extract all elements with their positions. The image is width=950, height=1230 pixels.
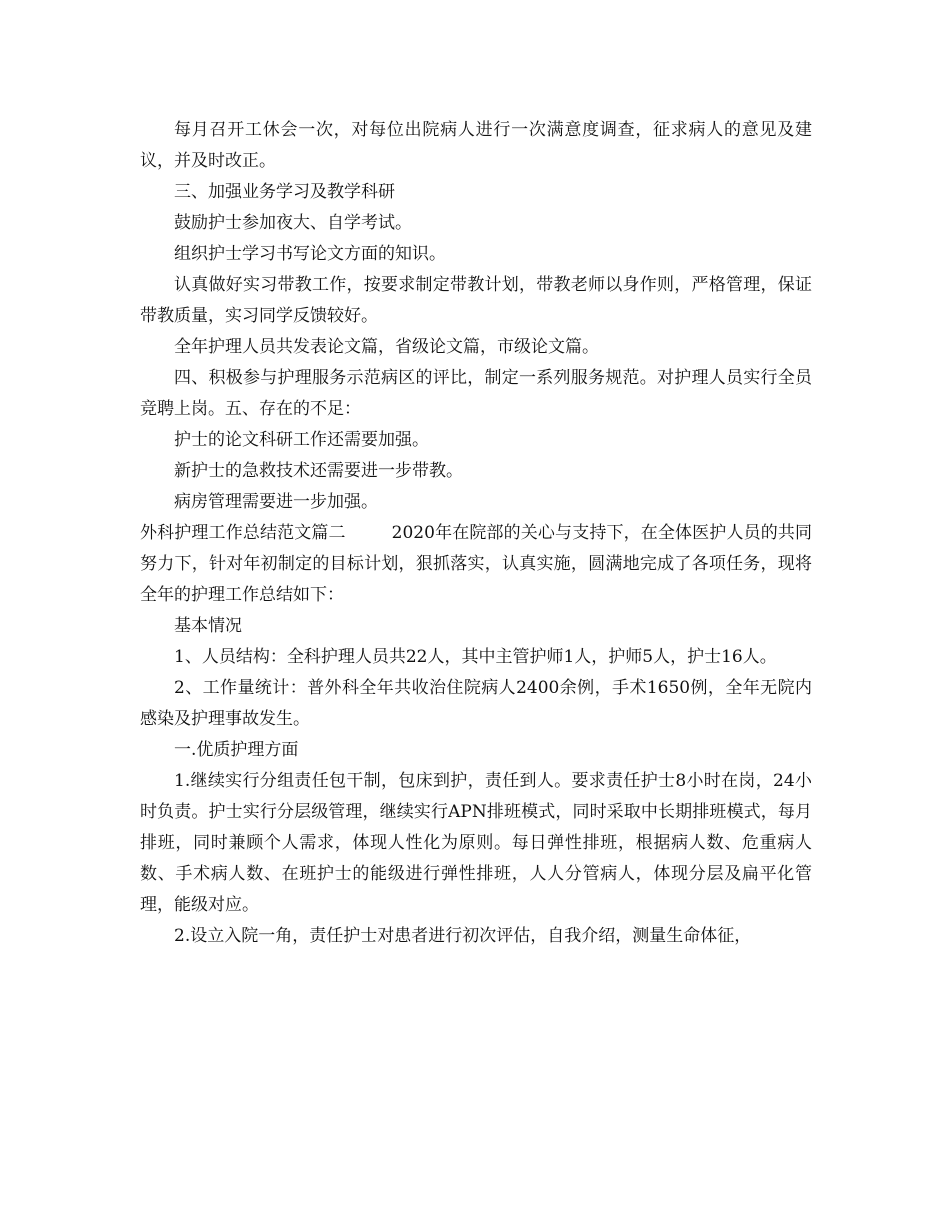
section-title: 外科护理工作总结范文篇二: [140, 523, 346, 543]
paragraph: 2.设立入院一角，责任护士对患者进行初次评估，自我介绍，测量生命体征，: [174, 926, 752, 946]
paragraph: 鼓励护士参加夜大、自学考试。: [174, 213, 412, 233]
paragraph: 每月召开工休会一次，对每位出院病人进行一次满意度调查，征求病人的意见及建议，并及时改正。: [140, 120, 812, 171]
document-body: [140, 115, 812, 952]
paragraph: 护士的论文科研工作还需要加强。: [174, 430, 429, 450]
paragraph: 1、人员结构：全科护理人员共22人，其中主管护师1人，护师5人，护士16人。: [174, 647, 777, 667]
paragraph: 四、积极参与护理服务示范病区的评比，制定一系列服务规范。对护理人员实行全员竞聘上岗。五、存在的不足：: [140, 368, 812, 419]
paragraph: 新护士的急救技术还需要进一步带教。: [174, 461, 463, 481]
paragraph: 病房管理需要进一步加强。: [174, 492, 378, 512]
paragraph: 组织护士学习书写论文方面的知识。: [174, 244, 446, 264]
section-intro-paragraph: [140, 518, 812, 611]
paragraph: 2、工作量统计：普外科全年共收治住院病人2400余例，手术1650例，全年无院内感染及护理事故发生。: [140, 678, 812, 729]
section-heading: 一.优质护理方面: [174, 740, 299, 760]
section-heading: 三、加强业务学习及教学科研: [174, 182, 395, 202]
paragraph: 认真做好实习带教工作，按要求制定带教计划，带教老师以身作则，严格管理，保证带教质量，实习同学反馈较好。: [140, 275, 812, 326]
section-intro: 2020年在院部的关心与支持下，在全体医护人员的共同努力下，针对年初制定的目标计划，狠抓落实，认真实施，圆满地完成了各项任务，现将全年的护理工作总结如下：: [140, 523, 812, 605]
section-heading: 基本情况: [174, 616, 242, 636]
paragraph: 1.继续实行分组责任包干制，包床到护，责任到人。要求责任护士8小时在岗，24小时负责。护士实行分层级管理，继续实行APN排班模式，同时采取中长期排班模式，每月排班，同时兼顾个人需求，体现人性化为原则。每日弹性排班，根据病人数、危重病人数、手术病人数、在班护士的能级进行弹性排班，人人分管病人，体现分层及扁平化管理，能级对应。: [140, 771, 812, 915]
paragraph: 全年护理人员共发表论文篇，省级论文篇，市级论文篇。: [174, 337, 599, 357]
